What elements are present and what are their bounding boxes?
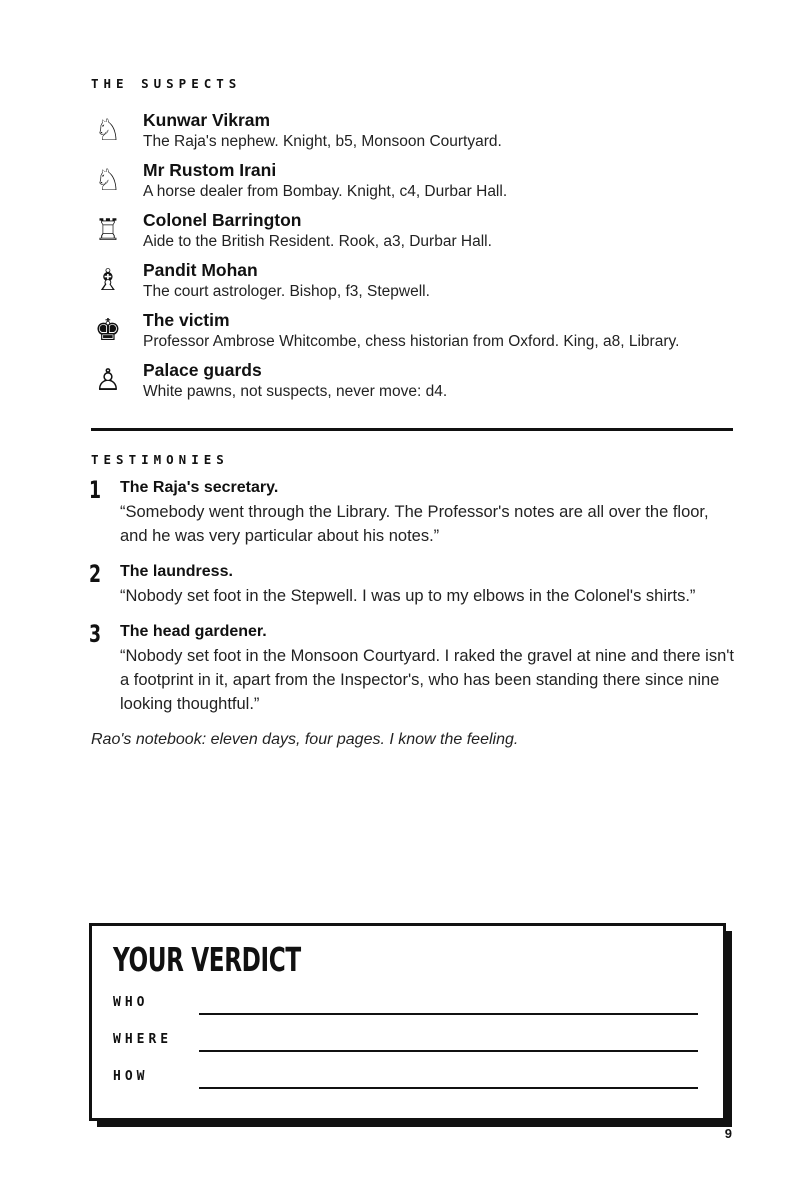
white-rook-icon: ♖ xyxy=(94,213,122,248)
verdict-field-how[interactable] xyxy=(113,1065,698,1089)
answer-line[interactable] xyxy=(199,1013,698,1015)
white-pawn-icon: ♙ xyxy=(94,363,122,398)
suspect-item xyxy=(91,110,741,160)
verdict-title: YOUR VERDICT xyxy=(113,940,301,979)
testimony-witness: The head gardener. xyxy=(120,623,267,640)
white-knight-icon: ♘ xyxy=(94,163,122,198)
suspect-name: Palace guards xyxy=(143,360,262,380)
verdict-box xyxy=(89,923,726,1121)
testimony-witness: The Raja's secretary. xyxy=(120,479,279,496)
suspect-item xyxy=(91,160,741,210)
white-knight-icon: ♘ xyxy=(94,113,122,148)
testimonies-heading: TESTIMONIES xyxy=(91,452,229,467)
testimony-number: 1 xyxy=(89,476,102,504)
testimony-witness: The laundress. xyxy=(120,563,233,580)
verdict-field-who[interactable] xyxy=(113,991,698,1015)
suspect-description: The court astrologer. Bishop, f3, Stepwell. xyxy=(143,283,430,300)
suspect-description: White pawns, not suspects, never move: d4. xyxy=(143,383,448,400)
suspect-description: A horse dealer from Bombay. Knight, c4, Durbar Hall. xyxy=(143,183,508,200)
verdict-field-label: HOW xyxy=(113,1069,149,1084)
suspect-description: Professor Ambrose Whitcombe, chess historian from Oxford. King, a8, Library. xyxy=(143,333,680,350)
suspect-item xyxy=(91,310,741,360)
answer-line[interactable] xyxy=(199,1050,698,1052)
suspect-name: Mr Rustom Irani xyxy=(143,160,277,180)
testimony-item xyxy=(91,622,736,716)
testimony-number: 2 xyxy=(89,560,102,588)
suspects-heading: THE SUSPECTS xyxy=(91,76,242,91)
white-bishop-icon: ♗ xyxy=(94,263,122,298)
answer-line[interactable] xyxy=(199,1087,698,1089)
testimony-quote: “Nobody set foot in the Monsoon Courtyard. I raked the gravel at nine and there isn't a footprint in it, apart from the Inspector's, who has been standing there since nine looking thoughtful.” xyxy=(120,647,735,713)
suspect-name: Pandit Mohan xyxy=(143,260,258,280)
suspect-name: Kunwar Vikram xyxy=(143,110,271,130)
testimonies-list xyxy=(91,478,736,730)
suspect-description: The Raja's nephew. Knight, b5, Monsoon Courtyard. xyxy=(143,133,502,150)
testimony-item xyxy=(91,562,736,608)
page-number: 9 xyxy=(724,1126,732,1141)
suspect-name: Colonel Barrington xyxy=(143,210,302,230)
suspect-name: The victim xyxy=(143,310,230,330)
black-king-icon: ♚ xyxy=(94,313,122,348)
notebook-note: Rao's notebook: eleven days, four pages. I know the feeling. xyxy=(91,731,519,748)
testimony-quote: “Somebody went through the Library. The Professor's notes are all over the floor, and he was very particular about his notes.” xyxy=(120,503,709,545)
testimony-number: 3 xyxy=(89,620,102,648)
verdict-field-label: WHO xyxy=(113,995,149,1010)
testimony-item xyxy=(91,478,736,548)
suspects-list xyxy=(91,110,741,410)
verdict-field-where[interactable] xyxy=(113,1028,698,1052)
testimony-quote: “Nobody set foot in the Stepwell. I was up to my elbows in the Colonel's shirts.” xyxy=(120,587,696,605)
suspect-item xyxy=(91,210,741,260)
section-divider xyxy=(91,428,733,431)
suspect-item xyxy=(91,360,741,410)
suspect-description: Aide to the British Resident. Rook, a3, Durbar Hall. xyxy=(143,233,492,250)
suspect-item xyxy=(91,260,741,310)
verdict-field-label: WHERE xyxy=(113,1032,173,1047)
